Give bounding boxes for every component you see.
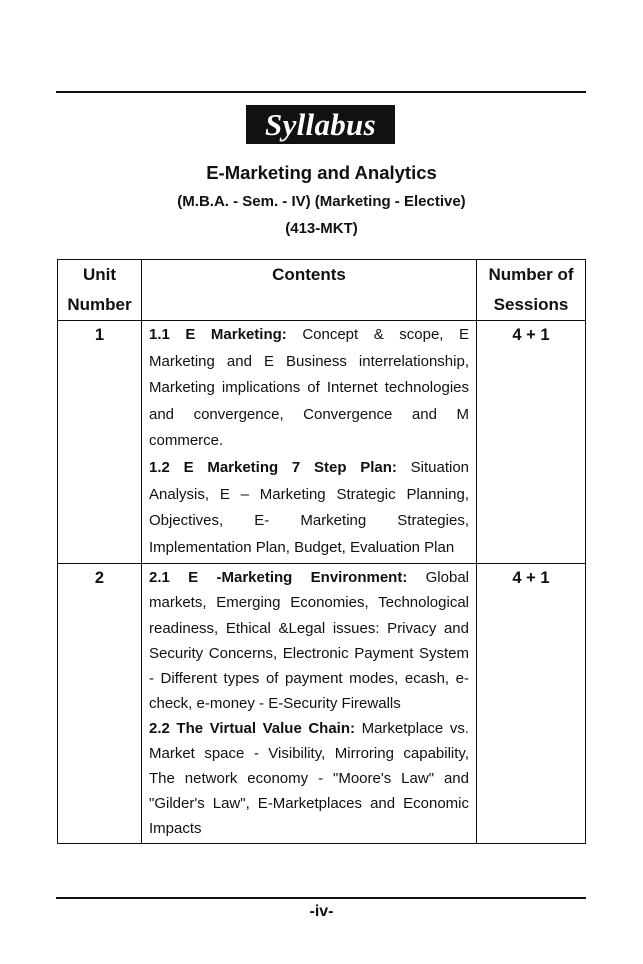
unit-number-cell: 2	[58, 564, 142, 844]
course-title: E-Marketing and Analytics	[206, 162, 437, 183]
sessions-cell: 4 + 1	[477, 564, 586, 844]
topic-text: Global markets, Emerging Economies, Technological readiness, Ethical &Legal issues: Privacy and Security Concerns, Electronic Payment System - Different types of payment modes, ecash, e-check, e-money - E-Security Firewalls	[149, 569, 470, 712]
course-subtitle: (M.B.A. - Sem. - IV) (Marketing - Elective)	[177, 193, 466, 210]
top-rule	[56, 91, 586, 93]
contents-header-label: Contents	[272, 265, 346, 284]
topic-heading: 1.1 E Marketing:	[149, 326, 287, 343]
page-number: -iv-	[309, 903, 334, 920]
sessions-header-line1: Number of	[488, 265, 574, 284]
topic-paragraph	[149, 455, 469, 561]
contents-cell	[142, 321, 477, 564]
topic-text: Concept & scope, E Marketing and E Business interrelationship, Marketing implications of Internet technologies and convergence, Convergence and M commerce.	[149, 326, 469, 450]
unit-header-line1: Unit	[82, 265, 117, 284]
topic-heading: 2.2 The Virtual Value Chain:	[149, 719, 356, 737]
contents-cell	[142, 564, 477, 844]
topic-heading: 2.1 E -Marketing Environment:	[149, 569, 408, 587]
syllabus-table	[57, 259, 586, 844]
topic-paragraph	[149, 716, 469, 841]
contents-header	[142, 260, 477, 321]
sessions-header	[477, 260, 586, 321]
sessions-header-line2: Sessions	[493, 295, 569, 314]
topic-heading: 1.2 E Marketing 7 Step Plan:	[149, 458, 397, 476]
topic-text: Marketplace vs. Market space - Visibility, Mirroring capability, The network economy - "Moore's Law" and "Gilder's Law", E-Marketplaces and Economic Impacts	[149, 719, 469, 838]
unit-number-header	[58, 260, 142, 321]
topic-text: Situation Analysis, E – Marketing Strategic Planning, Objectives, E- Marketing Strategies, Implementation Plan, Budget, Evaluation Plan	[149, 458, 469, 556]
table-row	[58, 321, 586, 564]
unit-header-line2: Number	[67, 295, 132, 314]
topic-paragraph	[149, 322, 469, 455]
table-row	[58, 564, 586, 844]
topic-paragraph	[149, 565, 469, 716]
course-code: (413-MKT)	[285, 220, 358, 237]
bottom-rule	[56, 897, 586, 899]
syllabus-banner: Syllabus	[246, 105, 395, 144]
table-header-row	[58, 260, 586, 321]
unit-number-cell: 1	[58, 321, 142, 564]
sessions-cell: 4 + 1	[477, 321, 586, 564]
